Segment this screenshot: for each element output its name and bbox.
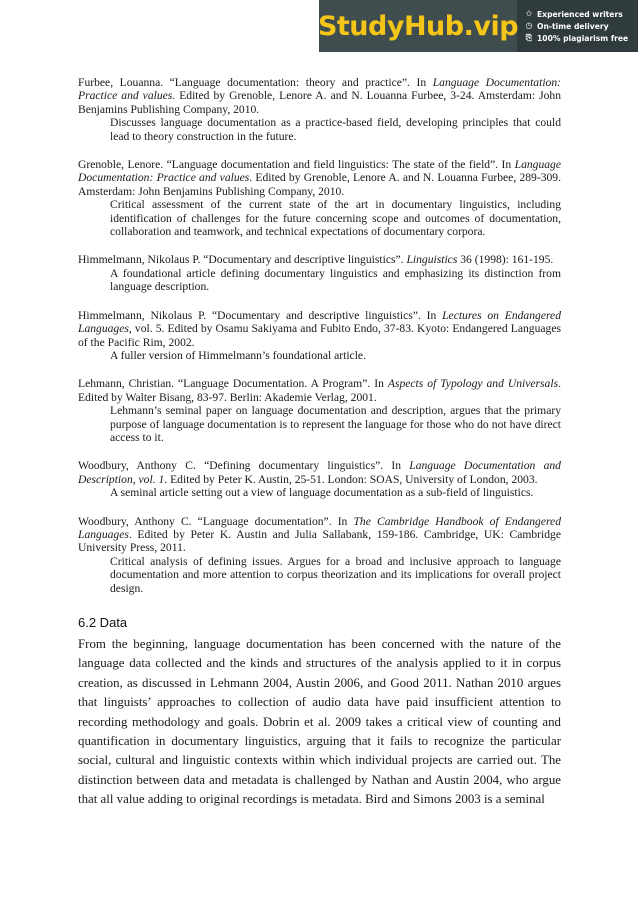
document-body <box>78 76 561 810</box>
work-title: Language Documentation and Description, vol. 1 <box>78 459 561 486</box>
feature-label: On-time delivery <box>537 21 609 31</box>
bibliography-entry <box>78 253 561 293</box>
citation: Grenoble, Lenore. “Language documentation and field linguistics: The state of the field”. In Language Documentation: Practice and values. Edited by Grenoble, Lenore A. and N. Louanna Furbee, 289-309. Amsterdam: John Benjamins Publishing Company, 2010. <box>78 158 561 198</box>
annotation: Discusses language documentation as a practice-based field, developing principles that could lead to theory construction in the future. <box>110 116 561 143</box>
annotation: Critical assessment of the current state of the art in documentary linguistics, including identification of challenges for the future concerning scope and outcomes of documentation, collaboration and teamwork, and technical expectations of documentary corpora. <box>110 198 561 239</box>
bibliography-entry <box>78 309 561 363</box>
feature-experienced-writers <box>525 10 638 19</box>
section-heading: 6.2 Data <box>78 615 128 630</box>
citation: Furbee, Louanna. “Language documentation: theory and practice”. In Language Documentation: Practice and values. Edited by Grenoble, Lenore A. and N. Louanna Furbee, 3-24. Amsterdam: John Benjamins Publishing Company, 2010. <box>78 76 562 116</box>
annotation: Critical analysis of defining issues. Argues for a broad and inclusive approach to language documentation and more attention to corpus theorization and its implications for overall project design. <box>110 554 561 595</box>
copy-icon: ⎘ <box>525 33 533 42</box>
annotation: A foundational article defining documentary linguistics and emphasizing its distinction from language description. <box>110 266 561 294</box>
citation: Himmelmann, Nikolaus P. “Documentary and descriptive linguistics”. Linguistics 36 (1998): 161-195. <box>78 253 554 267</box>
annotation: A seminal article setting out a view of language documentation as a sub-field of linguistics. <box>110 486 534 500</box>
feature-label: Experienced writers <box>537 9 623 19</box>
body-paragraph: From the beginning, language documentation has been concerned with the nature of the language data collected and the kinds and structures of the analysis applied to it in corpus creation, as discussed in Lehmann 2004, Austin 2006, and Good 2011. Nathan 2010 argues that linguists’ approaches to collection of audio data have paid insufficient attention to recording methodology and goals. Dobrin et al. 2009 takes a critical view of counting and quantification in documentary linguistics, arguing that it fails to recognize the particular social, cultural and linguistic contexts within which individual projects are carried out. The distinction between data and metadata is challenged by Nathan and Austin 2004, who argue that all value adding to original recordings is metadata. Bird and Simons 2003 is a seminal <box>78 637 561 807</box>
studyhub-banner[interactable] <box>319 0 638 52</box>
citation: Lehmann, Christian. “Language Documentation. A Program”. In Aspects of Typology and Universals. Edited by Walter Bisang, 83-97. Berlin: Akademie Verlag, 2001. <box>78 377 561 404</box>
bibliography-entry <box>78 515 561 595</box>
work-title: Language Documentation: Practice and values <box>78 158 561 185</box>
work-title: Language Documentation: Practice and values <box>78 76 561 103</box>
citation: Himmelmann, Nikolaus P. “Documentary and descriptive linguistics”. In Lectures on Endangered Languages, vol. 5. Edited by Osamu Sakiyama and Fubito Endo, 37-83. Kyoto: Endangered Languages of the Pacific Rim, 2002. <box>78 308 561 349</box>
bibliography-entry <box>78 377 561 444</box>
bibliography-entry <box>78 459 561 499</box>
citation: Woodbury, Anthony C. “Language documentation”. In The Cambridge Handbook of Endangered Languages. Edited by Peter K. Austin and Julia Sallabank, 159-186. Cambridge, UK: Cambridge University Press, 2011. <box>78 514 562 555</box>
citation: Woodbury, Anthony C. “Defining documentary linguistics”. In Language Documentation and Description, vol. 1. Edited by Peter K. Austin, 25-51. London: SOAS, University of London, 2003. <box>78 459 561 486</box>
bibliography-entry <box>78 76 561 143</box>
banner-features <box>517 0 638 52</box>
annotation: Lehmann’s seminal paper on language documentation and description, argues that the primary purpose of language documentation is to represent the language for those who do not have direct access to it. <box>110 404 561 444</box>
work-title: Aspects of Typology and Universals <box>387 377 559 391</box>
star-icon: ✩ <box>525 9 533 18</box>
feature-plagiarism-free <box>525 34 638 43</box>
annotation: A fuller version of Himmelmann’s foundational article. <box>110 348 366 362</box>
work-title: Linguistics <box>406 253 458 267</box>
studyhub-logo[interactable]: StudyHub.vip <box>319 0 517 52</box>
work-title: Lectures on Endangered Languages, <box>78 308 561 336</box>
clock-icon: ◷ <box>525 21 533 30</box>
feature-label: 100% plagiarism free <box>537 33 629 43</box>
feature-on-time-delivery <box>525 22 638 31</box>
work-title: The Cambridge Handbook of Endangered Languages <box>78 514 562 541</box>
bibliography-entry <box>78 158 561 238</box>
